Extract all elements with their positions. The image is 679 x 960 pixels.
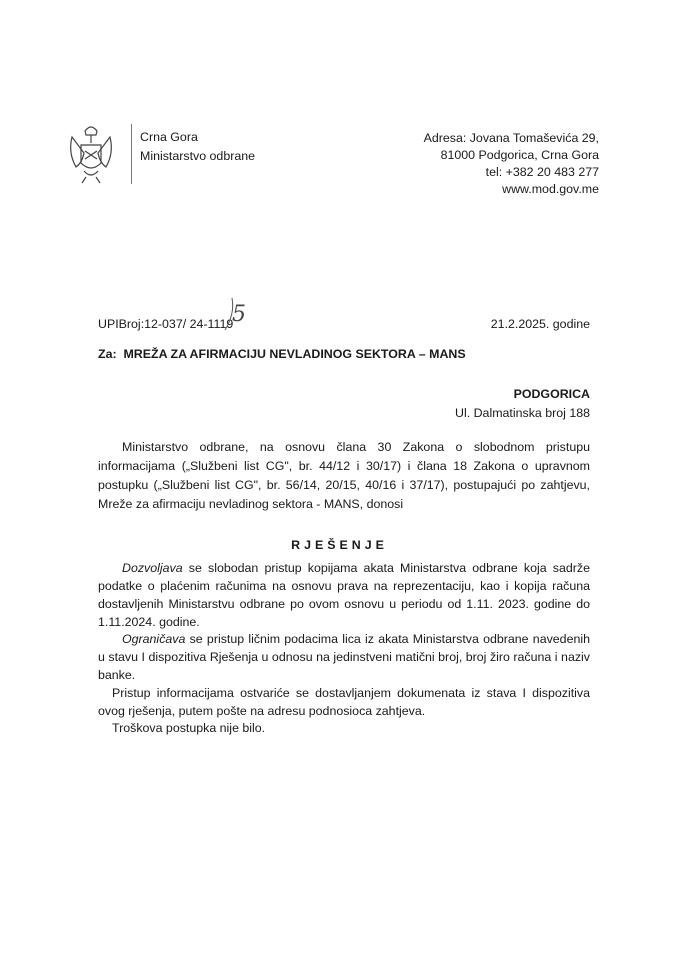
recipient-line	[98, 347, 466, 361]
intro-line: informacijama („Službeni list CG", br. 44/12 i 30/17) i člana 18 Zakona o upravnom	[98, 459, 590, 473]
handwritten-slash	[222, 296, 236, 332]
address-line2: 81000 Podgorica, Crna Gora	[440, 148, 599, 162]
recipient-street: Ul. Dalmatinska broj 188	[455, 406, 590, 420]
intro-line: Ministarstvo odbrane, na osnovu člana 30 Zakona o slobodnom pristupu	[122, 440, 590, 454]
p2-text: se pristup ličnim podacima lica iz akata Ministarstva odbrane navedenih	[185, 632, 590, 646]
header-divider	[131, 124, 132, 184]
decision-p3-line: Pristup informacijama ostvariće se dostavljanjem dokumenata iz stava I dispozitiva	[112, 686, 590, 700]
decision-p4: Troškova postupka nije bilo.	[112, 721, 266, 735]
decision-p3-line: ovog rješenja, putem pošte na adresu podnosioca zahtjeva.	[98, 704, 426, 718]
decision-p2-line	[122, 632, 590, 646]
handwritten-suffix: 5	[232, 302, 246, 327]
intro-line: Mreže za afirmaciju nevladinog sektora - MANS, donosi	[98, 497, 404, 511]
contact-block	[424, 130, 599, 198]
decision-p2-line: banke.	[98, 668, 136, 682]
decision-p1-line: podatke o plaćenim računima na osnovu prava na reprezentaciju, kao i kopija računa	[98, 579, 590, 593]
recipient-city: PODGORICA	[513, 387, 590, 401]
intro-line: postupku („Službeni list CG", br. 56/14, 20/15, 40/16 i 37/17), postupajući po zahtjevu,	[98, 478, 590, 492]
address-line1: Adresa: Jovana Tomaševića 29,	[423, 131, 599, 145]
issuer-block	[140, 128, 255, 166]
decision-p1-line: 1.11.2024. godine.	[98, 615, 200, 629]
decision-p1-line: dostavljenih Ministarstvu odbrane po ovom osnovu u periodu od 1.11. 2023. godine do	[98, 597, 590, 611]
p1-emphasis: Dozvoljava	[122, 561, 183, 575]
reference-number: UPIBroj:12-037/ 24-1119	[98, 317, 234, 331]
montenegro-coat-of-arms-logo	[66, 123, 116, 185]
country-name: Crna Gora	[140, 130, 198, 144]
p1-text: se slobodan pristup kopijama akata Ministarstva odbrane koja sadrže	[182, 561, 590, 575]
document-date: 21.2.2025. godine	[490, 317, 590, 331]
website: www.mod.gov.me	[502, 182, 599, 196]
ministry-name: Ministarstvo odbrane	[140, 149, 256, 163]
decision-p1-line	[122, 561, 590, 575]
document-title: RJEŠENJE	[291, 538, 388, 552]
decision-p2-line: u stavu I dispozitiva Rješenja u odnosu na jedinstveni matični broj, broj žiro računa i naziv	[98, 650, 590, 664]
recipient-prefix: Za:	[98, 347, 117, 361]
p2-emphasis: Ograničava	[122, 632, 186, 646]
recipient-name: MREŽA ZA AFIRMACIJU NEVLADINOG SEKTORA – MANS	[123, 347, 466, 361]
phone: tel: +382 20 483 277	[485, 165, 599, 179]
